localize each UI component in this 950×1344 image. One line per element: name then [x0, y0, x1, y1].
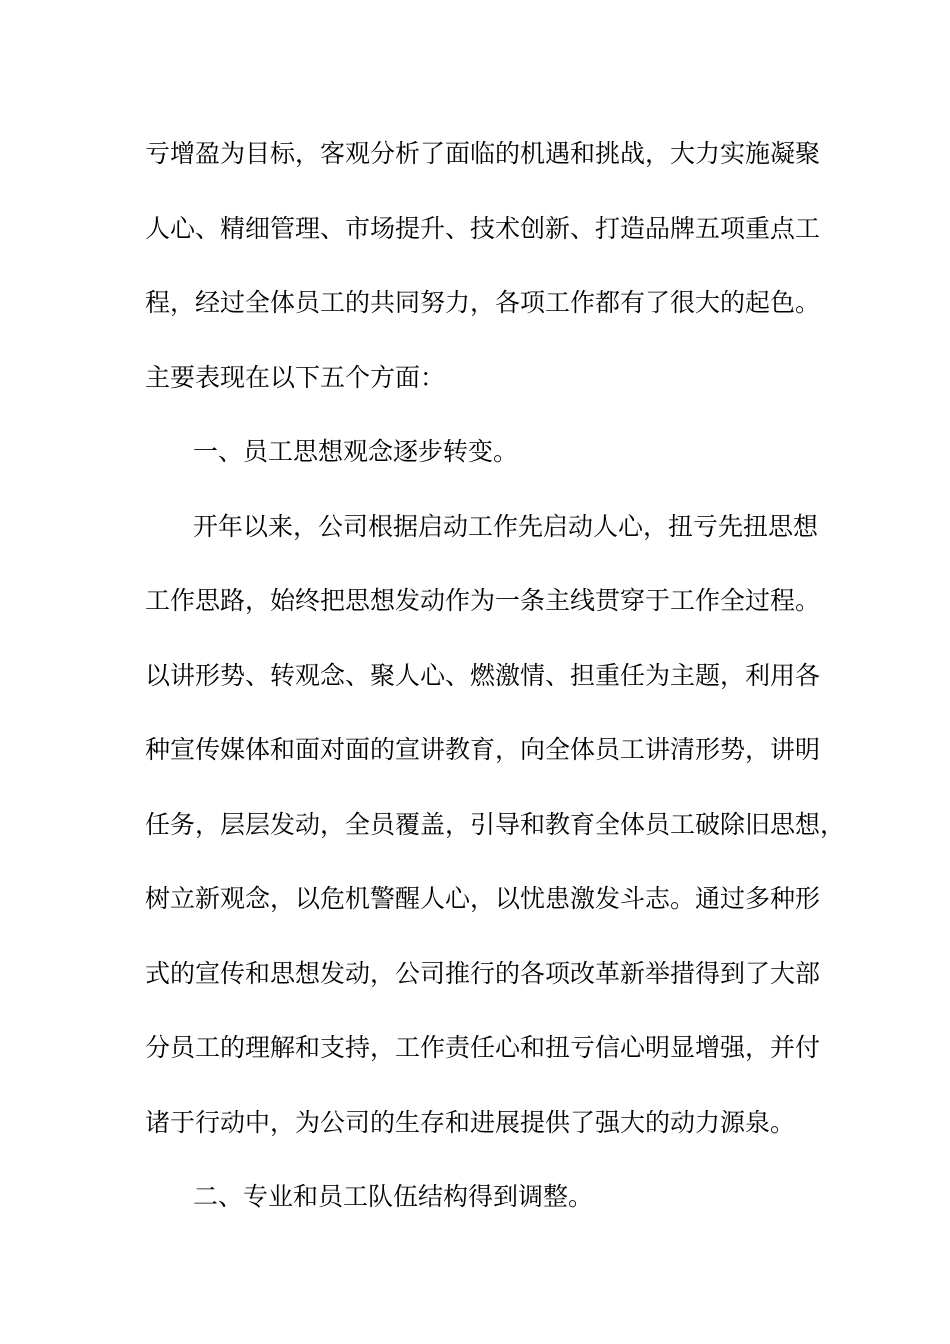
document-body [145, 129, 846, 1247]
text-line: 种宣传媒体和面对面的宣讲教育，向全体员工讲清形势，讲明 [145, 735, 821, 764]
text-line: 以讲形势、转观念、聚人心、燃激情、担重任为主题，利用各 [145, 660, 821, 690]
text-line: 亏增盈为目标，客观分析了面临的机遇和挑战，大力实施凝聚 [145, 139, 821, 168]
text-line: 分员工的理解和支持，工作责任心和扭亏信心明显增强，并付 [145, 1033, 821, 1062]
section-heading-1: 一、员工思想观念逐步转变。 [193, 437, 519, 466]
text-line: 主要表现在以下五个方面： [145, 362, 446, 392]
text-line: 任务，层层发动，全员覆盖，引导和教育全体员工破除旧思想， [145, 809, 846, 839]
text-line: 开年以来，公司根据启动工作先启动人心，扭亏先扭思想 [193, 511, 819, 541]
section-heading-2: 二、专业和员工队伍结构得到调整。 [193, 1182, 594, 1211]
text-line: 工作思路，始终把思想发动作为一条主线贯穿于工作全过程。 [145, 586, 821, 615]
text-line: 式的宣传和思想发动，公司推行的各项改革新举措得到了大部 [145, 958, 821, 988]
text-line: 程，经过全体员工的共同努力，各项工作都有了很大的起色。 [145, 288, 821, 317]
text-line: 诸于行动中，为公司的生存和进展提供了强大的动力源泉。 [145, 1107, 796, 1137]
text-line: 人心、精细管理、市场提升、技术创新、打造品牌五项重点工 [145, 213, 821, 243]
text-line: 树立新观念，以危机警醒人心，以忧患激发斗志。通过多种形 [145, 884, 821, 913]
